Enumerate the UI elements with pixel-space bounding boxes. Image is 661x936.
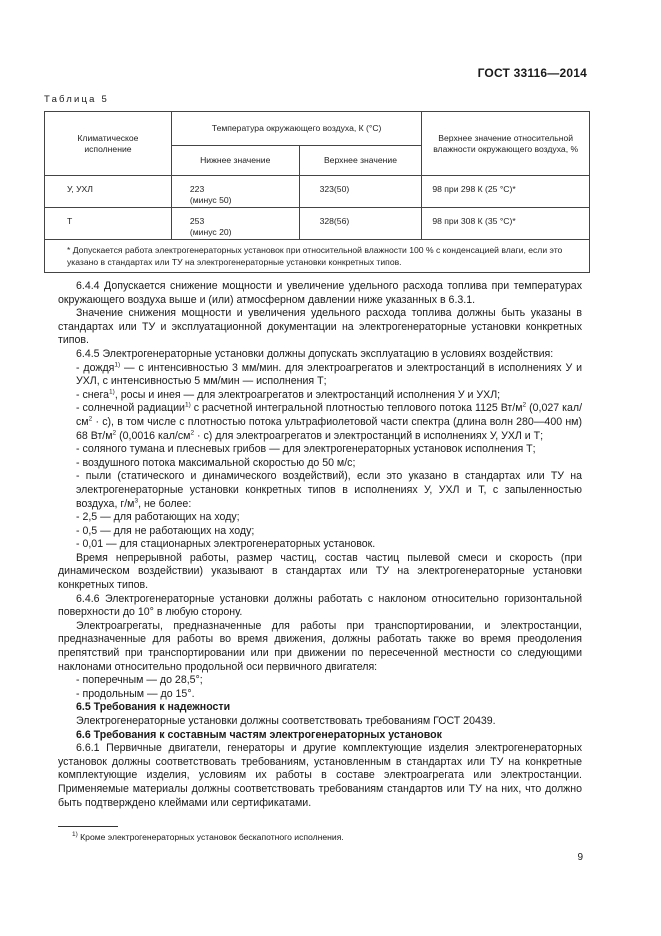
paragraph-6-4-5: 6.4.5 Электрогенераторные установки должны допускать эксплуатацию в условиях воздействия: bbox=[76, 347, 554, 360]
cell-temp-high: 328(56) bbox=[299, 208, 422, 240]
cell-temp-high: 323(50) bbox=[299, 176, 422, 208]
section-heading-6-5: 6.5 Требования к надежности bbox=[76, 701, 231, 714]
cell-temp-low: 223 (минус 50) bbox=[171, 176, 299, 208]
list-item: - продольным — до 15°. bbox=[76, 687, 195, 700]
document-header: ГОСТ 33116—2014 bbox=[477, 66, 587, 80]
section-heading-6-6: 6.6 Требования к составным частям электрогенераторных установок bbox=[76, 728, 442, 741]
climate-table bbox=[44, 111, 590, 273]
table-caption: Таблица 5 bbox=[44, 94, 109, 105]
footnote-divider bbox=[58, 826, 118, 827]
list-item: - поперечным — до 28,5°; bbox=[76, 674, 203, 687]
paragraph: Электрогенераторные установки должны соответствовать требованиям ГОСТ 20439. bbox=[76, 715, 496, 727]
list-item-rain: - дождя$^{1)}$ — с интенсивностью 3 мм/мин. для электроагрегатов и электростанций в исполнениях У и УХЛ, с интенсивностью 5 мм/мин — исполнения Т; bbox=[76, 361, 582, 388]
footnote: $^{1)}$ Кроме электрогенераторных установок бескапотного исполнения. bbox=[72, 831, 344, 842]
list-item-solar: - солнечной радиации$^{1)}$ с расчетной интегральной плотностью теплового потока 1125 $Вт/м^2$ (0,027 кал/$см^2 \cdot с$), в том числе с плотностью потока ультрафиолетовой части спектра (длина волн 280—400 нм) 68 $Вт/м^2$ (0,0016 кал/$см^2 \cdot с$) для электроагрегатов и электростанций в исполнениях У, УХЛ и Т; bbox=[76, 401, 583, 442]
page-number: 9 bbox=[577, 852, 583, 863]
body-text bbox=[58, 280, 582, 810]
table-row bbox=[45, 176, 590, 208]
list-item: - 2,5 — для работающих на ходу; bbox=[76, 511, 240, 524]
cell-climate: У, УХЛ bbox=[45, 176, 172, 208]
list-item-dust: - пыли (статического и динамического воздействий), если это указано в стандартах или ТУ на электрогенераторные установки конкретных типов в исполнениях У, УХЛ и Т, с запыленностью воздуха, $г/м^3$, не более: bbox=[76, 470, 582, 510]
paragraph: Значение снижения мощности и увеличения удельного расхода топлива должны быть указаны в стандартах или ТУ и эксплуатационной документации на электрогенераторные установки конкретных типов. bbox=[58, 307, 582, 347]
table-note: * Допускается работа электрогенераторных установок при относительной влажности 100 % с конденсацией влаги, если это указано в стандартах или ТУ на электрогенераторные установки конкретных типов. bbox=[45, 240, 590, 273]
paragraph-6-4-6: 6.4.6 Электрогенераторные установки должны работать с наклоном относительно горизонтальной поверхности до 10° в любую сторону. bbox=[58, 592, 582, 619]
cell-humidity: 98 при 308 К (35 °С)* bbox=[422, 208, 590, 240]
paragraph-6-6-1: 6.6.1 Первичные двигатели, генераторы и другие комплектующие изделия электрогенераторных установок должны соответствовать требованиям, установленным в стандартах или ТУ на конкретные комплектующие изделия, условиям их работы в составе электроагрегата или электростанции. Применяемые материалы должны соответствовать требованиям стандартов или ТУ на них, что должно быть подтверждено клеймами или сертификатами. bbox=[58, 742, 582, 809]
list-item-wind: - воздушного потока максимальной скоростью до 50 м/с; bbox=[76, 456, 356, 469]
header-climate: Климатическое исполнение bbox=[45, 112, 172, 176]
paragraph: Электроагрегаты, предназначенные для работы при транспортировании, и электростанции, предназначенные для работы во время движения, должны работать также во время преодоления препятствий при транспортировании или при движении по пересеченной местности со следующими наклонами относительно продольной оси первичного двигателя: bbox=[58, 619, 582, 673]
list-item: - 0,5 — для не работающих на ходу; bbox=[76, 524, 255, 537]
header-temp-low: Нижнее значение bbox=[171, 146, 299, 176]
cell-climate: Т bbox=[45, 208, 172, 240]
header-temperature: Температура окружающего воздуха, К (°С) bbox=[171, 112, 421, 146]
table-row bbox=[45, 208, 590, 240]
header-humidity: Верхнее значение относительной влажности окружающего воздуха, % bbox=[422, 112, 590, 176]
list-item-snow: - снега$^{1)}$, росы и инея — для электроагрегатов и электростанций исполнения У и УХЛ; bbox=[76, 388, 501, 401]
list-item: - 0,01 — для стационарных электрогенераторных установок. bbox=[76, 538, 376, 551]
cell-temp-low: 253 (минус 20) bbox=[171, 208, 299, 240]
cell-humidity: 98 при 298 К (25 °С)* bbox=[422, 176, 590, 208]
paragraph-6-4-4: 6.4.4 Допускается снижение мощности и увеличение удельного расхода топлива при температурах окружающего воздуха выше и (или) атмосферном давлении ниже указанных в 6.3.1. bbox=[58, 280, 582, 306]
list-item-fog: - соляного тумана и плесневых грибов — для электрогенераторных установок исполнения Т; bbox=[76, 443, 536, 456]
header-temp-high: Верхнее значение bbox=[299, 146, 422, 176]
paragraph: Время непрерывной работы, размер частиц, состав частиц пылевой смеси и скорость (при динамическом воздействии) указывают в стандартах или ТУ на электрогенераторные установки конкретных типов. bbox=[58, 551, 582, 592]
